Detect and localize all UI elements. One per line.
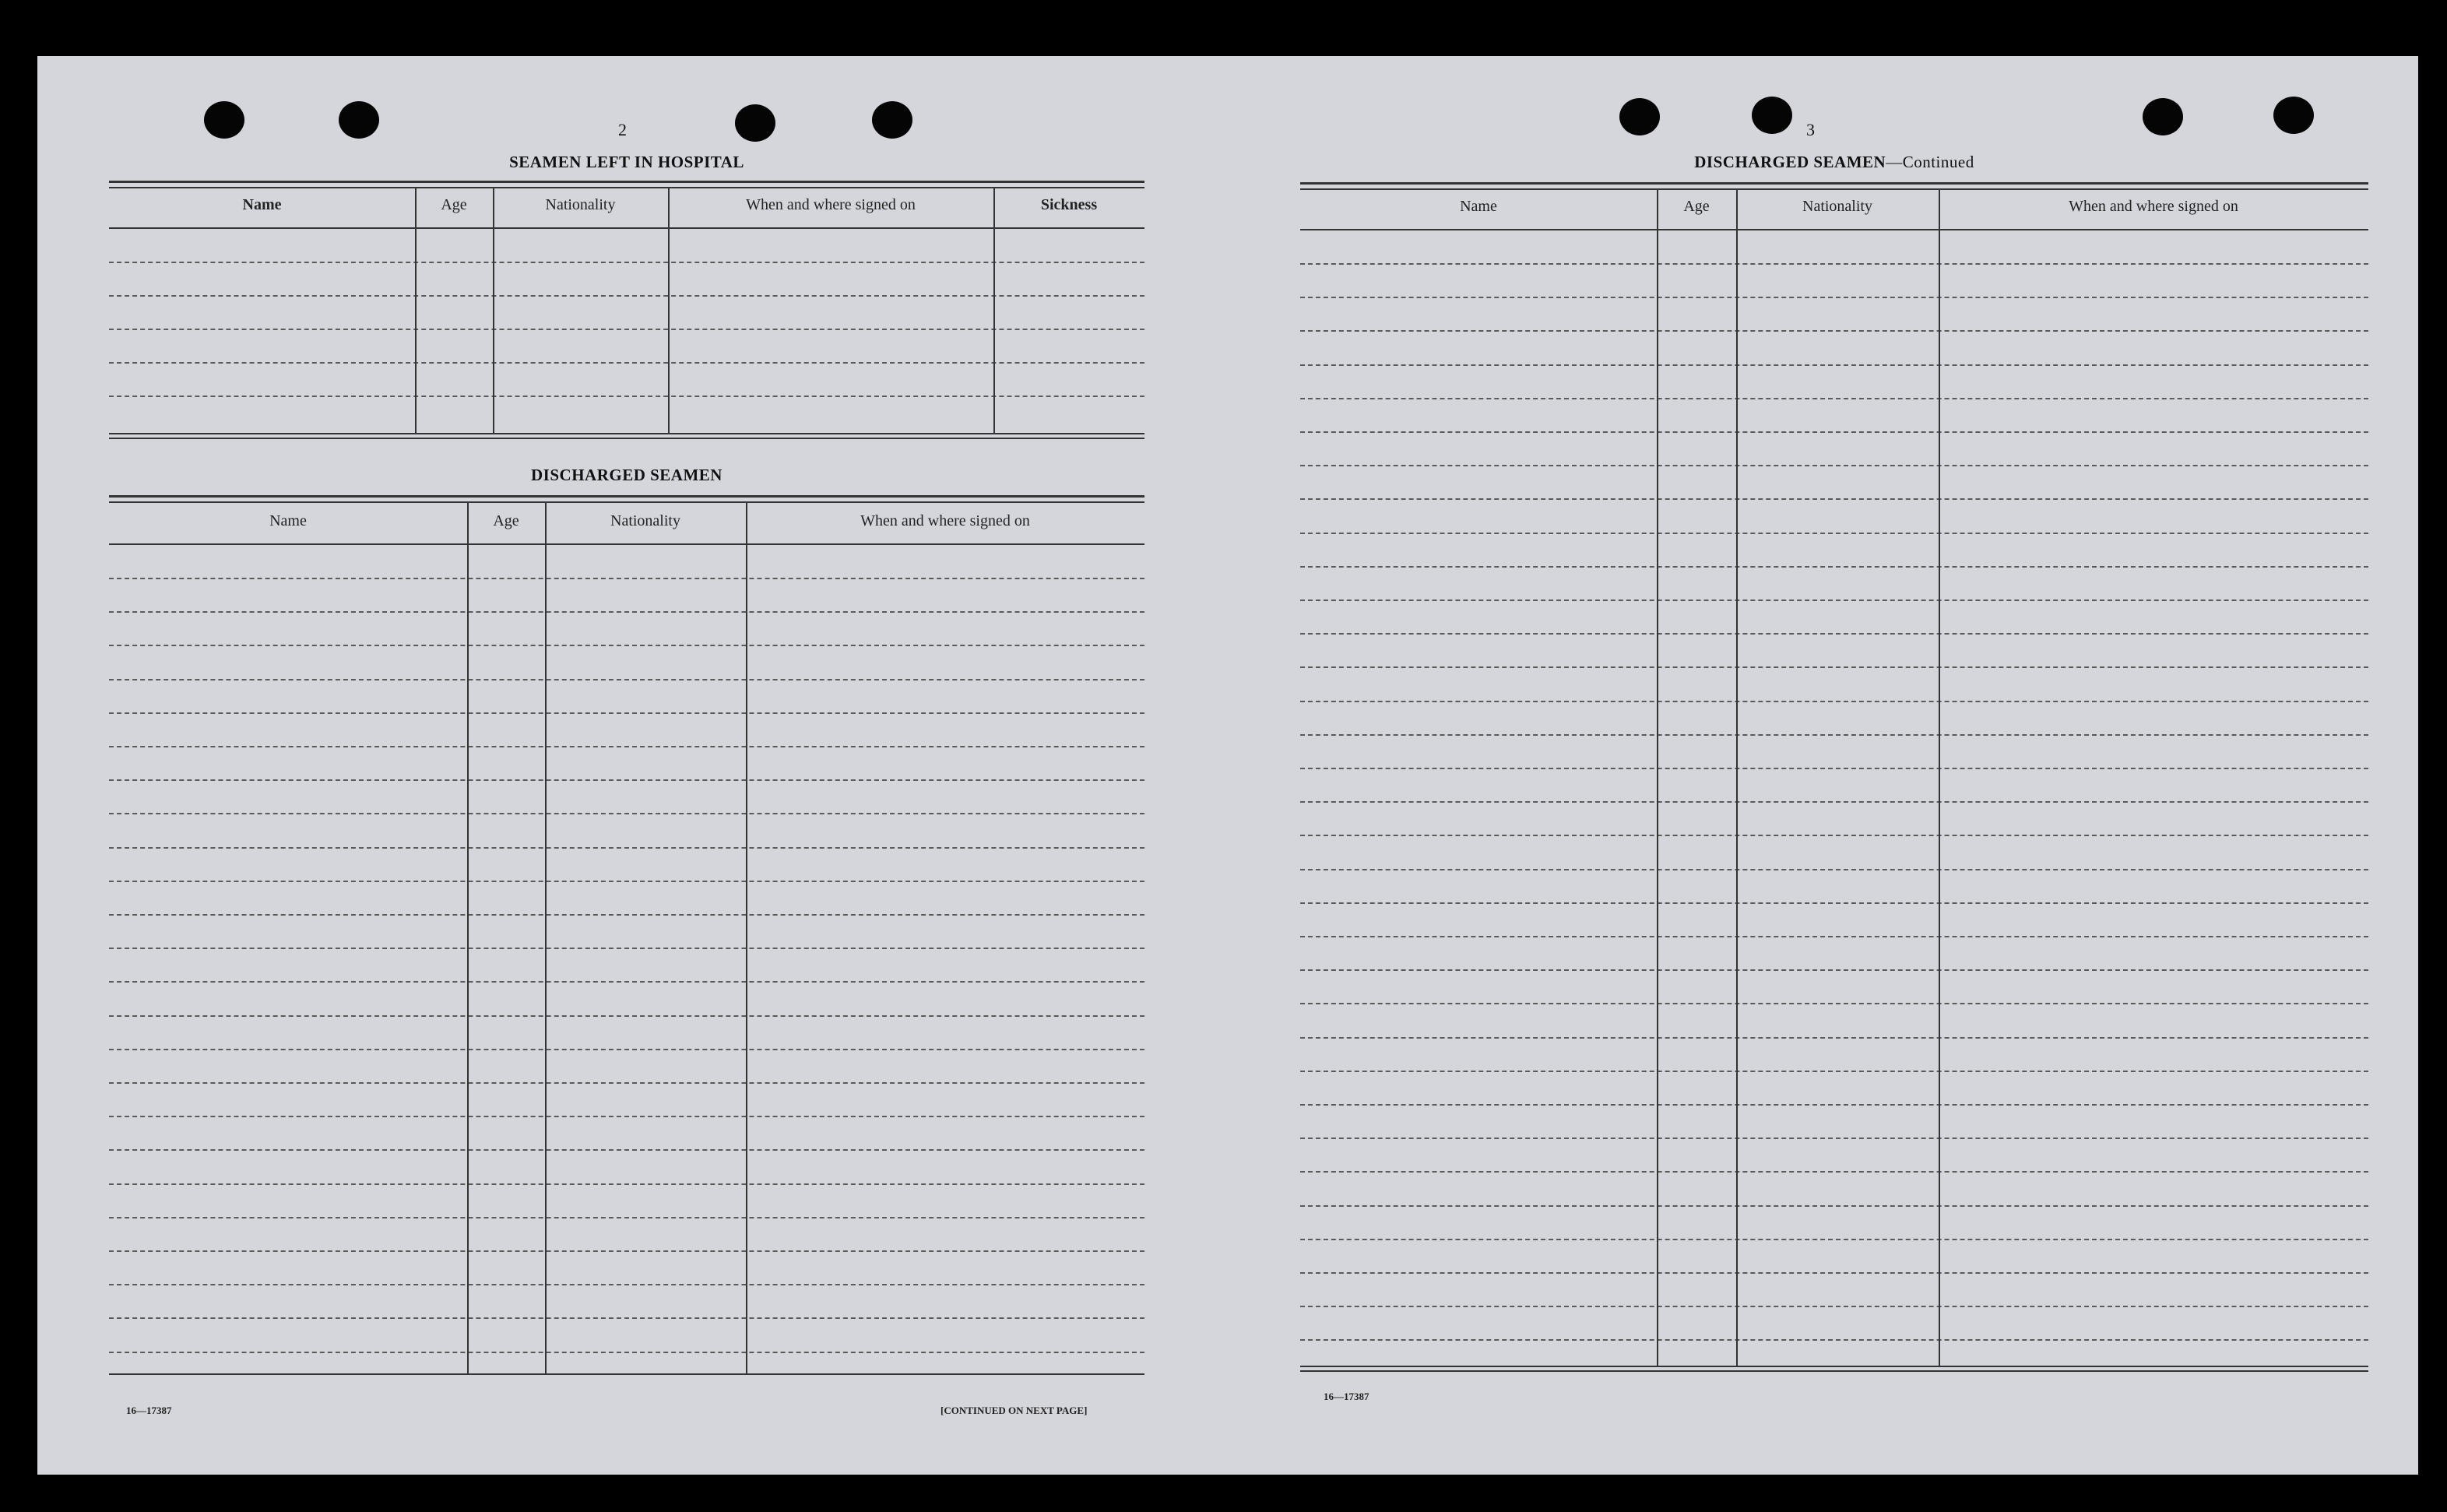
page-number: 3 [1806, 120, 1815, 139]
table-row [1300, 768, 2368, 769]
section-title-discharged-continued [1300, 153, 2368, 172]
table-row [1300, 1138, 2368, 1139]
column-header-nationality: Nationality [545, 196, 616, 213]
table-row [1300, 431, 2368, 433]
punch-hole [339, 101, 379, 139]
punch-hole [735, 104, 775, 142]
table-row [109, 948, 1144, 949]
table-row [109, 1250, 1144, 1252]
table-row [109, 1352, 1144, 1353]
table-row [1300, 869, 2368, 870]
table-row [1300, 1272, 2368, 1274]
table-row [109, 645, 1144, 646]
table-row [1300, 902, 2368, 904]
table-row [1300, 835, 2368, 836]
table-row [1300, 1205, 2368, 1207]
punch-hole [2143, 98, 2183, 135]
table-row [1300, 498, 2368, 500]
column-header-name: Name [269, 512, 307, 529]
table-row [1300, 969, 2368, 971]
table-row [109, 813, 1144, 814]
table-row [109, 1284, 1144, 1285]
table-row [109, 881, 1144, 882]
table-row [1300, 566, 2368, 568]
column-header-nationality: Nationality [610, 512, 680, 529]
table-row [1300, 364, 2368, 366]
continued-note: [CONTINUED ON NEXT PAGE] [940, 1405, 1088, 1416]
table-row [109, 847, 1144, 849]
page-number: 2 [618, 120, 627, 139]
punch-hole [2273, 97, 2314, 134]
hospital-table [109, 181, 1144, 444]
table-row [109, 1183, 1144, 1185]
column-header-name: Name [242, 196, 282, 213]
table-row [109, 746, 1144, 747]
table-row [1300, 1171, 2368, 1173]
table-row [1300, 330, 2368, 332]
form-number: 16—17387 [126, 1405, 172, 1416]
table-row [109, 1149, 1144, 1151]
table-row [1300, 533, 2368, 534]
column-header-name: Name [1460, 198, 1497, 215]
table-row [109, 779, 1144, 781]
table-row [1300, 1104, 2368, 1106]
table-row [109, 679, 1144, 680]
document-sheet [37, 56, 2418, 1475]
discharged-table [109, 495, 1144, 1394]
table-row [1300, 633, 2368, 635]
column-header-age: Age [493, 512, 519, 529]
section-title-suffix: —Continued [1886, 153, 1974, 171]
table-row [109, 1049, 1144, 1050]
section-title-main: DISCHARGED SEAMEN [1694, 153, 1886, 171]
table-row [1300, 398, 2368, 399]
table-row [109, 1015, 1144, 1017]
table-row [1300, 1037, 2368, 1039]
table-row [1300, 465, 2368, 466]
table-row [1300, 297, 2368, 298]
punch-hole [1752, 97, 1792, 134]
section-title-discharged: DISCHARGED SEAMEN [531, 466, 722, 484]
table-row [109, 712, 1144, 714]
punch-hole [872, 101, 912, 139]
table-row [1300, 734, 2368, 736]
section-title-hospital: SEAMEN LEFT IN HOSPITAL [509, 153, 744, 171]
table-row [1300, 1239, 2368, 1240]
punch-hole [1619, 98, 1660, 135]
table-row [1300, 1071, 2368, 1072]
table-row [1300, 600, 2368, 601]
table-row [1300, 936, 2368, 937]
table-row [1300, 801, 2368, 803]
table-row [1300, 1339, 2368, 1341]
table-row [1300, 1306, 2368, 1307]
table-row [109, 981, 1144, 983]
table-row [109, 1082, 1144, 1084]
table-row [109, 578, 1144, 579]
column-header-signed-on: When and where signed on [746, 196, 916, 213]
table-row [109, 1116, 1144, 1117]
column-header-nationality: Nationality [1802, 198, 1872, 215]
table-row [109, 1217, 1144, 1218]
table-row [1300, 701, 2368, 702]
column-header-signed-on: When and where signed on [2069, 198, 2238, 215]
punch-hole [204, 101, 244, 139]
table-row [1300, 263, 2368, 265]
table-row [109, 914, 1144, 916]
column-header-signed-on: When and where signed on [860, 512, 1030, 529]
column-header-sickness: Sickness [1040, 196, 1098, 213]
discharged-table-continued [1300, 182, 2368, 1373]
table-row [109, 1317, 1144, 1319]
column-header-age: Age [441, 196, 467, 213]
table-row [109, 611, 1144, 613]
form-number: 16—17387 [1324, 1391, 1369, 1402]
table-row [1300, 666, 2368, 668]
column-header-age: Age [1683, 198, 1710, 215]
table-row [1300, 1003, 2368, 1004]
